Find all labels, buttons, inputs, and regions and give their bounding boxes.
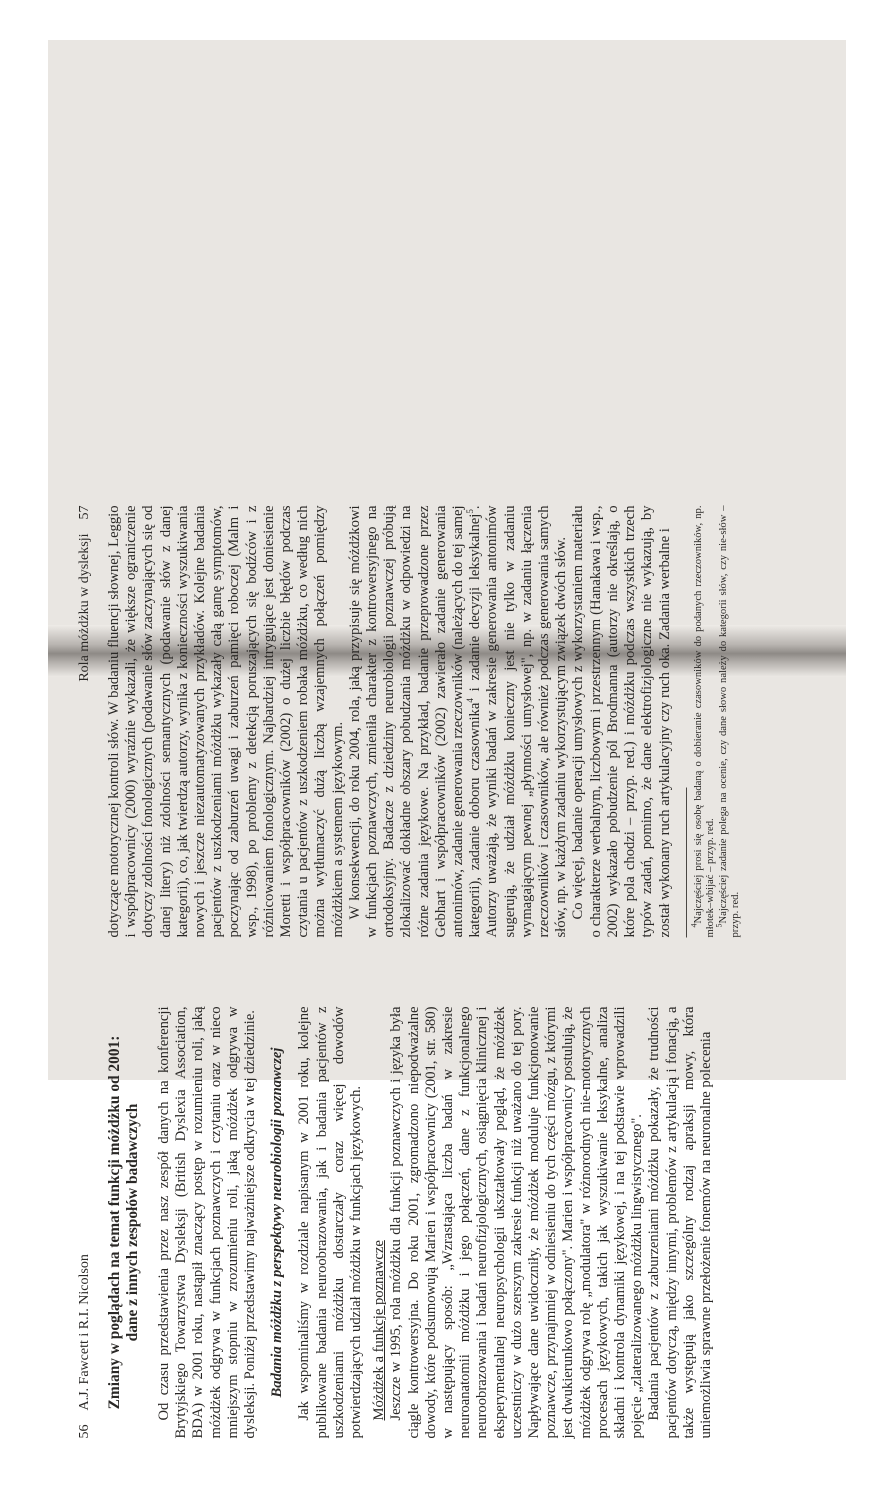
- paragraph: Jak wspominaliśmy w rozdziale napisanym w 2001 roku, kolejne publikowane badania neuroobrazowania, jak i badania pacjentów z uszkodzeniami móżdżku dostarczały coraz więcej dowodów potwierdzających udział móżdżku w funkcjach językowych.: [296, 1006, 365, 1439]
- footnote: [689, 505, 718, 938]
- paragraph: Jeszcze w 1995, rola móżdżku dla funkcji poznawczych i języka była ciągle kontrowersyjna. Do roku 2001, zgromadzono niepodważalne dowody, które podsumowują Marien i współpracownicy (2001, str. 580) w następujący sposób: „Wzrastająca liczba badań w zakresie neuroanatomii móżdżku i jego połączeń, dane z funkcjonalnego neuroobrazowania i badań neurofizjologicznych, osiągnięcia klinicznej i eksperymentalnej neuropsychologii ukształtowały pogląd, że móżdżek uczestniczy w dużo szerszym zakresie funkcji niż uważano do tej pory. Napływające dane uwidoczniły, że móżdżek moduluje funkcjonowanie poznawcze, przynajmniej w odniesieniu do tych części mózgu, z którymi jest dwukierunkowo połączony". Marien i współpracownicy postulują, że móżdżek odgrywa rolę „modulatora" w różnorodnych nie-motorycznych procesach językowych, takich jak wyszukiwanie leksykalne, analiza składni i kontrola dynamiki językowej, i na tej podstawie wprowadzili pojęcie „zlateralizowanego móżdżku lingwistycznego".: [388, 1006, 646, 1439]
- page-number: 56: [77, 1424, 92, 1439]
- running-head-title: Rola móżdżku w dysleksji: [77, 533, 92, 682]
- running-header: [76, 1007, 98, 1439]
- scanned-book-spread: [48, 40, 846, 1439]
- footnote-rule: [686, 788, 687, 938]
- heading-line-1: Zmiany w poglądach na temat funkcji móżdżku od 2001:: [106, 1035, 123, 1410]
- paragraph: Badania pacjentów z zaburzeniami móżdżku pokazały, że trudności pacjentów dotyczą, między innymi, problemów z artykulacją i fonacją, a także występują jako szczególny rodzaj apraksji mowy, która uniemożliwia sprawne przełożenie fonemów na neuronalne polecenia: [646, 1006, 715, 1439]
- footnote-mark: 4: [689, 923, 699, 928]
- running-header: [76, 506, 98, 938]
- running-head-authors: A.J. Fawcett i R.I. Nicolson: [77, 1254, 92, 1411]
- paragraph-text: i zadanie decyzji leksykalnej: [467, 513, 484, 699]
- footnote-ref: 4: [465, 698, 476, 703]
- footnote: [714, 505, 743, 938]
- footnote-mark: 5: [714, 923, 724, 928]
- page-57: [48, 0, 846, 984]
- paragraph: dotyczące motorycznej kontroli słów. W badaniu fluencji słownej, Leggio i współpracownicy (2000) wyraźnie wykazali, że większe ograniczenie dotyczy zdolności fonologicznych (podawanie słów zaczynających się od danej litery) niż zdolności semantycznych (podawanie słów z danej kategorii), co, jak twierdzą autorzy, wynika z konieczności wyszukiwania nowych i jeszcze niezautomatyzowanych przykładów. Kolejne badania pacjentów z uszkodzeniami móżdżku wykazały całą gamę symptomów, poczynając od zaburzeń uwagi i zaburzeń pamięci roboczej (Malm i wsp., 1998), po problemy z detekcją poruszających się bodźców i z różnicowaniem fonologicznym. Najbardziej intrygujące jest doniesienie Moretti i współpracowników (2002) o dużej liczbie błędów podczas czytania u pacjentów z uszkodzeniem robaka móżdżku, co według nich można wytłumaczyć dużą liczbą wzajemnych połączeń pomiędzy móżdżkiem a systemem językowym.: [106, 505, 346, 938]
- paragraph: Co więcej, badanie operacji umysłowych z wykorzystaniem materiału o charakterze werbalnym, liczbowym i przestrzennym (Hanakawa i wsp., 2002) wykazało pobudzenie pól Brodmanna (autorzy nie określają, o które pola chodzi – przyp. red.) i móżdżku podczas wszystkich trzech typów zadań, pomimo, że dane elektrofizjologiczne nie wykazują, by został wykonany ruch artykulacyjny czy ruch oka. Zadania werbalne i: [570, 505, 673, 938]
- footnote-text: Najczęściej prosi się osobę badaną o dobieranie czasowników do podanych rzeczowników, np. młotek–wbijać – przyp. red.: [692, 505, 717, 938]
- subheading-underlined: Móżdżek a funkcje poznawcze: [371, 1240, 388, 1421]
- heading-line-2: dane z innych zespołów badawczych: [124, 1103, 141, 1342]
- subheading: Badania móżdżku z perspektywy neurobiologii poznawczej: [269, 1047, 286, 1398]
- paragraph-text: . Autorzy uważają, że wyniki badań w zakresie generowania antonimów sugerują, że udział móżdżku konieczny jest nie tylko w zadaniu wymagającym pewnej „płynności umysłowej", np. w zadaniu łączenia rzeczowników i czasowników, ale również podczas generowania samych słów, np. w każdym zadaniu wykorzystującym związek dwóch słów.: [467, 505, 570, 938]
- footnote-text: Najczęściej zadanie polega na ocenie, czy dane słowo należy do kategorii słów, czy nie-słów – przyp. red.: [717, 505, 742, 938]
- paragraph-text: W konsekwencji, do roku 2004, rola, jaką przypisuje się móżdżkowi w funkcjach poznawczych, zmieniła charakter z kontrowersyjnego na ortodoksyjny. Badacze z dziedziny neurobiologii poznawczej próbują zlokalizować dokładne obszary pobudzania móżdżku w odpowiedzi na różne zadania językowe. Na przykład, badanie przeprowadzone przez Gebhart i współpracowników (2002) zawierało zadanie generowania antonimów, zadanie generowania rzeczowników (należących do tej samej kategorii), zadanie doboru czasownika: [346, 505, 484, 938]
- section-heading: [106, 1007, 142, 1439]
- paragraph: Od czasu przedstawienia przez nasz zespół danych na konferencji Brytyjskiego Towarzystwa Dysleksji (British Dyslexia Association, BDA) w 2001 roku, nastąpił znaczący postęp w rozumieniu roli, jaką móżdżek odgrywa w funkcjach poznawczych i czytaniu oraz w nieco mniejszym stopniu w zrozumieniu roli, jaką móżdżek odgrywa w dysleksji. Poniżej przedstawimy najważniejsze odkrycia w tej dziedzinie.: [156, 1006, 259, 1439]
- footnote-ref: 5: [465, 509, 476, 514]
- page-number: 57: [77, 505, 92, 520]
- paragraph: [347, 506, 571, 938]
